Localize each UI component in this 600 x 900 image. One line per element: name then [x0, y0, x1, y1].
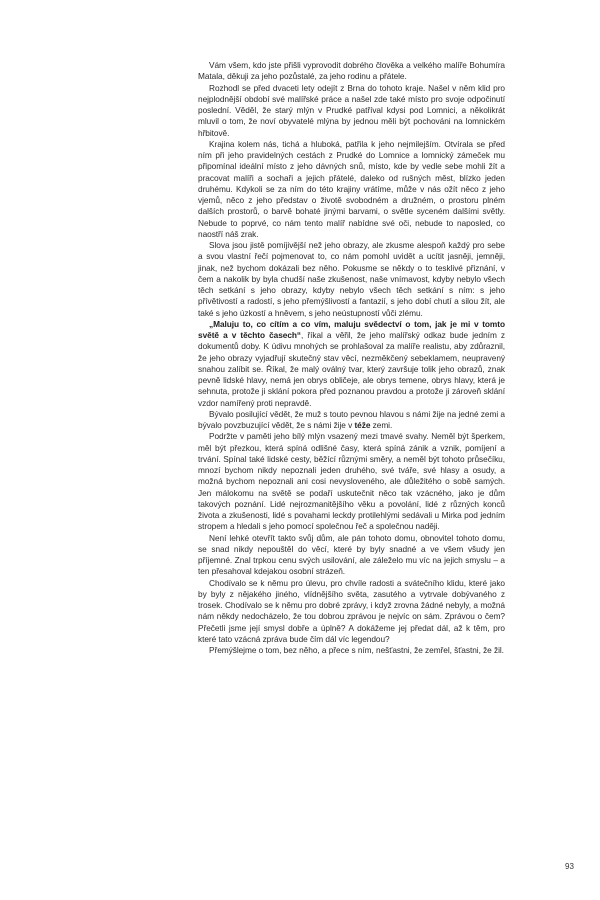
- paragraph-text: Vám všem, kdo jste přišli vyprovodit dobrého člověka a velkého malíře Bohumíra Matala, děkuji za jeho pozůstalé, za jeho rodinu a přátele.: [198, 60, 505, 82]
- paragraph-text: Slova jsou jistě pomíjivější než jeho obrazy, ale zkusme alespoň každý pro sebe a svou vlastní řečí pojmenovat to, co nám pomohl uvidět a ucítit jasněji, jemněji, jinak, než bychom dokázali bez něho. Pokusme se někdy o to tesklivé přiznání, v čem a nakolik by byla chudší naše zkušenost, naše vnímavost, kdyby nebylo všech těch setkání s jeho obrazy, kdyby nebylo všech těch setkání s ním: s jeho přívětivostí a radostí, s jeho přemýšlivostí a fantazií, s jeho dobí chutí a silou žít, ale také s jeho úzkostí a hněvem, s jeho neústupností vůči zlému.: [198, 240, 505, 318]
- emphasized-text: „Maluju to, co cítím a co vím, maluju svědectví o tom, jak je mi v tomto světě a v těchto časech“: [198, 318, 505, 340]
- paragraph: [198, 578, 505, 646]
- paragraph-text: , říkal a věřil, že jeho malířský odkaz bude jedním z dokumentů doby. K údivu mnohých se prohlašoval za malíře realistu, aby zdůraznil, že jeho obrazy vyjadřují skutečný stav věcí, nezměkčený sebeklamem, neupravený snahou zalíbit se. Říkal, že malý oválný tvar, který završuje tolik jeho obrazů, znak pevně lidské hlavy, nemá jen obrys obličeje, ale obrys temene, obrys hlavy, která je sehnuta, protože ji sklání pokora před poznanou pravdou a protože ji zároveň sklání vzdor namířený proti nepravdě.: [198, 330, 505, 408]
- paragraph: [198, 83, 505, 139]
- paragraph-text: Přemýšlejme o tom, bez něho, a přece s ním, nešťastni, že zemřel, šťastni, že žil.: [209, 645, 504, 655]
- paragraph-text: Bývalo posilující vědět, že muž s touto pevnou hlavou s námi žije na jedné zemi a bývalo povzbuzující vědět, že s námi žije v: [198, 408, 505, 430]
- paragraph-text: Chodívalo se k němu pro úlevu, pro chvíle radosti a svátečního klidu, které jako by byly z nějakého jiného, vlídnějšího světa, zasutého a vytrvale dobývaného z trosek. Chodívalo se k němu pro dobré zprávy, i když zrovna žádné nebyly, a možná nám někdy nedocházelo, že tou dobrou zprávou je nejvíc on sám. Zprávou o čem? Přečetli jsme její smysl dobře a úplně? A dokážeme jej předat dál, až k těm, pro které tato vzácná zpráva bude čím dál víc legendou?: [198, 577, 505, 644]
- text-column: [198, 60, 505, 656]
- paragraph: [198, 645, 505, 656]
- paragraph: [198, 60, 505, 83]
- page-number: 93: [565, 862, 574, 871]
- paragraph: [198, 139, 505, 240]
- paragraph: [198, 240, 505, 319]
- paragraph-text: Není lehké otevřít takto svůj dům, ale pán tohoto domu, obnovitel tohoto domu, se snad nikdy nepouštěl do věcí, které by byly snadné a ve všem všudy jen příjemné. Znal trpkou cenu svých usilování, ale záleželo mu víc na jejich smyslu – a ten přesahoval kdejakou osobní strázeň.: [198, 532, 505, 577]
- paragraph-text: zemi.: [370, 420, 393, 430]
- paragraph-text: Krajina kolem nás, tichá a hluboká, patřila k jeho nejmilejším. Otvírala se před ním při jeho pravidelných cestách z Prudké do Lomnice a lomnický zámeček mu připomínal ideální místo z jeho dávných snů, místo, kde by vedle sebe mohli žít a pracovat malíři a sochaři a jejich přátelé, daleko od rušných měst, blízko jeden druhému. Kdykoli se za ním do této krajiny vrátíme, může v nás ožít něco z jeho vjemů, něco z jeho představ o životě svobodném a družném, o prostoru plném dalších prostorů, o barvě bohaté jinými barvami, o světle syceném dalšími světly. Nebude to poprvé, co nám tento malíř nabídne své oči, nebude to naposled, co naostří náš zrak.: [198, 138, 505, 239]
- paragraph: [198, 319, 505, 409]
- emphasized-text: téže: [354, 420, 371, 430]
- paragraph-text: Rozhodl se před dvaceti lety odejít z Brna do tohoto kraje. Našel v něm klid pro nejplodnější období své malířské práce a našel zde také místo pro svoje odpočinutí poslední. Věděl, že starý mlýn v Prudké patříval kdysi pod Lomnici, a několikrát mluvil o tom, že noví obyvatelé mlýna by jednou měli být pochováni na lomnickém hřbitově.: [198, 82, 505, 138]
- paragraph: [198, 533, 505, 578]
- paragraph: [198, 431, 505, 532]
- paragraph: [198, 409, 505, 432]
- paragraph-text: Podržte v paměti jeho bílý mlýn vsazený mezi tmavé svahy. Neměl být šperkem, měl být přezkou, která spíná odlišné časy, která spíná zánik a vznik, pomíjení a trvání. Spínal také lidské cesty, běžící různými směry, a neměl být tohoto průsečíku, mnozí bychom nikdy nepoznali jeden druhého, své tváře, své hlasy a osudy, a možná bychom nepoznali ani cosi nevysloveného, ale důležitého o sobě samých. Jen málokomu na světě se podaří uskutečnit něco tak vzácného, jako je dům takových poznání. Lidé nejrozmanitějšího věku a povolání, lidé z různých konců života a zkušenosti, lidé s povahami leckdy protilehlými sedávali u Mirka pod jedním stropem a hledali s jeho pomocí společnou řeč a společnou naději.: [198, 431, 505, 532]
